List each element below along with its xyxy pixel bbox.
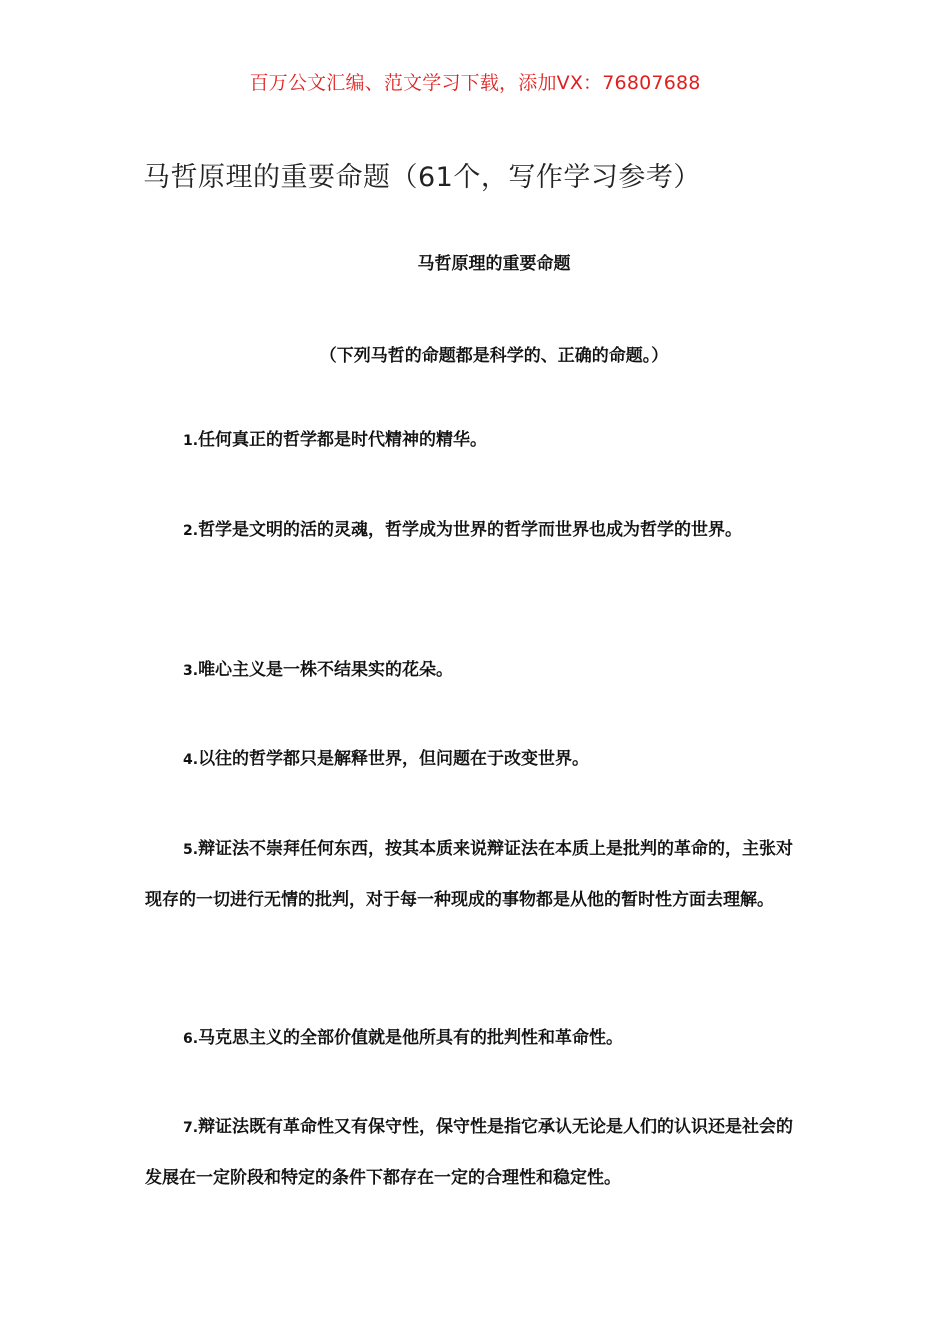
proposition-item-7 [145,1102,810,1203]
item-number: 3. [183,663,199,679]
item-number: 7. [183,1120,199,1136]
item-number: 6. [183,1031,199,1047]
proposition-item-2 [145,505,825,556]
item-text: 辩证法不崇拜任何东西，按其本质来说辩证法在本质上是批判的革命的，主张对现存的一切进行无情的批判，对于每一种现成的事物都是从他的暂时性方面去理解。 [145,839,794,910]
item-text: 辩证法既有革命性又有保守性，保守性是指它承认无论是人们的认识还是社会的发展在一定阶段和特定的条件下都存在一定的合理性和稳定性。 [145,1117,794,1188]
proposition-item-4 [145,734,810,785]
document-subtitle: 马哲原理的重要命题 [417,254,571,274]
item-text: 马克思主义的全部价值就是他所具有的批判性和革命性。 [198,1028,624,1048]
proposition-item-1 [145,415,810,466]
item-number: 2. [183,523,199,539]
watermark-banner: 百万公文汇编、范文学习下载，添加VX：76807688 [249,72,701,94]
item-text: 以往的哲学都只是解释世界，但问题在于改变世界。 [198,749,590,769]
item-number: 4. [183,752,199,768]
item-number: 1. [183,433,199,449]
proposition-item-5 [145,824,810,925]
item-number: 5. [183,842,199,858]
proposition-item-3 [145,645,810,696]
document-title: 马哲原理的重要命题（61个，写作学习参考） [143,162,701,193]
proposition-item-6 [145,1013,810,1064]
item-text: 唯心主义是一株不结果实的花朵。 [198,660,454,680]
document-intro: （下列马哲的命题都是科学的、正确的命题。） [319,346,669,366]
item-text: 哲学是文明的活的灵魂，哲学成为世界的哲学而世界也成为哲学的世界。 [198,520,743,540]
item-text: 任何真正的哲学都是时代精神的精华。 [198,430,488,450]
